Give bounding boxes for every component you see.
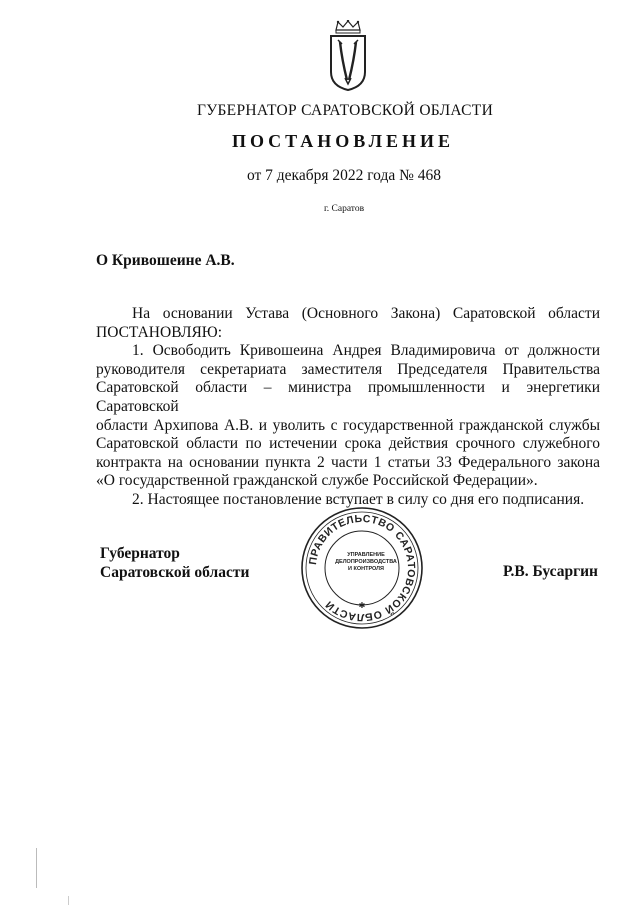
issuing-authority: ГУБЕРНАТОР САРАТОВСКОЙ ОБЛАСТИ xyxy=(196,102,494,119)
stamp-inner-text: УПРАВЛЕНИЕ ДЕЛОПРОИЗВОДСТВА И КОНТРОЛЯ xyxy=(335,552,397,572)
saratov-coat-of-arms-icon xyxy=(328,20,368,92)
item1-line: Саратовской области – министра промышленности и энергетики Саратовской xyxy=(96,379,600,415)
signatory-title-line: Саратовской области xyxy=(100,564,250,581)
stamp-ring-text: ПРАВИТЕЛЬСТВО САРАТОВСКОЙ ОБЛАСТИ xyxy=(307,512,418,624)
item1-line: 1. Освободить Кривошеина Андрея Владимировича от должности xyxy=(132,342,600,360)
item2-line: 2. Настоящее постановление вступает в силу со дня его подписания. xyxy=(132,490,585,508)
document-subject: О Кривошеине А.В. xyxy=(96,252,235,269)
item1-line: «О государственной гражданской службе Российской Федерации». xyxy=(96,472,538,490)
document-date-number: от 7 декабря 2022 года № 468 xyxy=(246,167,442,184)
margin-mark xyxy=(36,848,37,888)
item1-line: контракта на основании пункта 2 части 1 статьи 33 Федерального закона xyxy=(96,453,600,471)
signatory-title xyxy=(100,544,249,582)
document-body xyxy=(96,305,600,510)
signatory-title-line: Губернатор xyxy=(100,545,180,562)
item1-line: области Архипова А.В. и уволить с государственной гражданской службы xyxy=(96,416,600,434)
item1-line: руководителя секретариата заместителя Председателя Правительства xyxy=(96,360,600,378)
document-city: г. Саратов xyxy=(323,204,365,214)
item1-line: Саратовской области по истечении срока действия срочного служебного xyxy=(96,435,600,453)
resolution-word: ПОСТАНОВЛЯЮ: xyxy=(96,323,223,341)
signatory-name: Р.В. Бусаргин xyxy=(503,563,598,580)
intro-line: На основании Устава (Основного Закона) Саратовской области xyxy=(132,305,600,322)
stamp-star-icon: ✱ xyxy=(358,601,366,610)
document-type-heading: ПОСТАНОВЛЕНИЕ xyxy=(231,131,455,151)
margin-mark xyxy=(68,896,69,905)
